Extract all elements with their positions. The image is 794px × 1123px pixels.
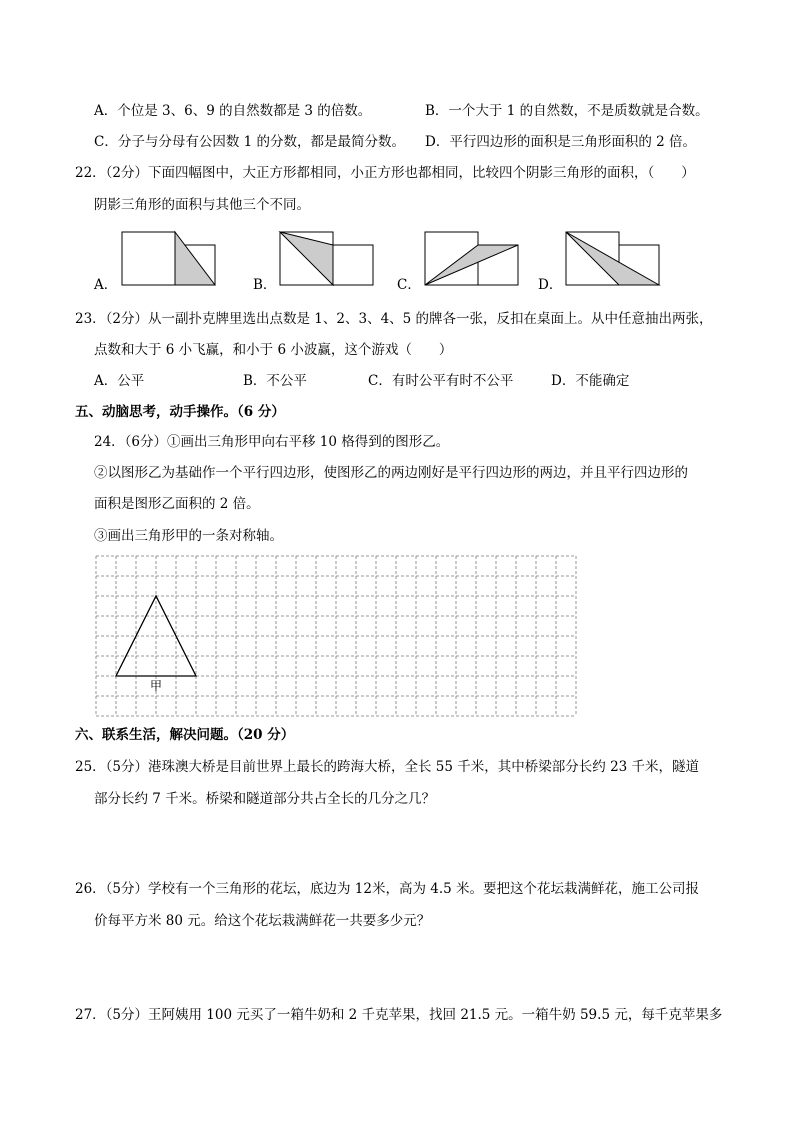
q26-line2: 价每平方米 80 元。给这个花坛栽满鲜花一共要多少元？ xyxy=(94,913,431,929)
q23-option-b: B．不公平 xyxy=(243,373,307,389)
q22-figure-b xyxy=(278,230,378,290)
q23-line1: 23．（2分）从一副扑克牌里选出点数是 1、2、3、4、5 的牌各一张，反扣在桌面上。从中任意抽出两张， xyxy=(75,311,713,327)
q22-line2: 阴影三角形的面积与其他三个不同。 xyxy=(94,197,310,213)
triangle-jia-label: 甲 xyxy=(149,679,163,693)
q25-line2: 部分长约 7 千米。桥梁和隧道部分共占全长的几分之几？ xyxy=(94,791,436,807)
dashed-grid xyxy=(96,556,576,716)
q22-line1: 22．（2分）下面四幅图中，大正方形都相同，小正方形也都相同，比较四个阴影三角形的面积，（ ） xyxy=(75,165,695,181)
q24-line2: ②以图形乙为基础作一个平行四边形，使图形乙的两边刚好是平行四边形的两边，并且平行四边形的 xyxy=(94,465,688,481)
q22-figure-a xyxy=(120,230,220,290)
section5-title: 五、动脑思考，动手操作。（6 分） xyxy=(75,404,285,420)
q23-option-a: A．公平 xyxy=(94,373,145,389)
q21-option-b: B．一个大于 1 的自然数，不是质数就是合数。 xyxy=(425,103,709,119)
q21-option-d: D．平行四边形的面积是三角形面积的 2 倍。 xyxy=(425,134,696,150)
q21-option-c: C．分子与分母有公因数 1 的分数，都是最简分数。 xyxy=(94,134,406,150)
q23-option-c: C．有时公平有时不公平 xyxy=(368,373,514,389)
q23-line2: 点数和大于 6 小飞赢，和小于 6 小波赢，这个游戏（ ） xyxy=(94,342,453,358)
q22-option-a-label: A． xyxy=(94,277,118,293)
q24-line1: 24．（6分）①画出三角形甲向右平移 10 格得到的图形乙。 xyxy=(94,434,450,450)
q25-line1: 25．（5分）港珠澳大桥是目前世界上最长的跨海大桥，全长 55 千米，其中桥梁部分长约 23 千米，隧道 xyxy=(75,759,700,775)
q22-figure-c xyxy=(423,230,523,290)
q24-line4: ③画出三角形甲的一条对称轴。 xyxy=(94,528,283,544)
q23-option-d: D．不能确定 xyxy=(551,373,630,389)
q21-option-a: A．个位是 3、6、9 的自然数都是 3 的倍数。 xyxy=(94,103,372,119)
q22-option-d-label: D． xyxy=(538,277,563,293)
q22-option-c-label: C． xyxy=(397,277,421,293)
q22-figure-d xyxy=(564,230,664,290)
q27-line1: 27．（5分）王阿姨用 100 元买了一箱牛奶和 2 千克苹果，找回 21.5 元。一箱牛奶 59.5 元，每千克苹果多 xyxy=(75,1007,723,1023)
q26-line1: 26．（5分）学校有一个三角形的花坛，底边为 12米，高为 4.5 米。要把这个花坛栽满鲜花，施工公司报 xyxy=(75,881,700,897)
section6-title: 六、联系生活，解决问题。（20 分） xyxy=(75,727,295,743)
q22-option-b-label: B． xyxy=(253,277,277,293)
q24-grid-figure xyxy=(94,554,578,718)
q24-line3: 面积是图形乙面积的 2 倍。 xyxy=(94,496,260,512)
